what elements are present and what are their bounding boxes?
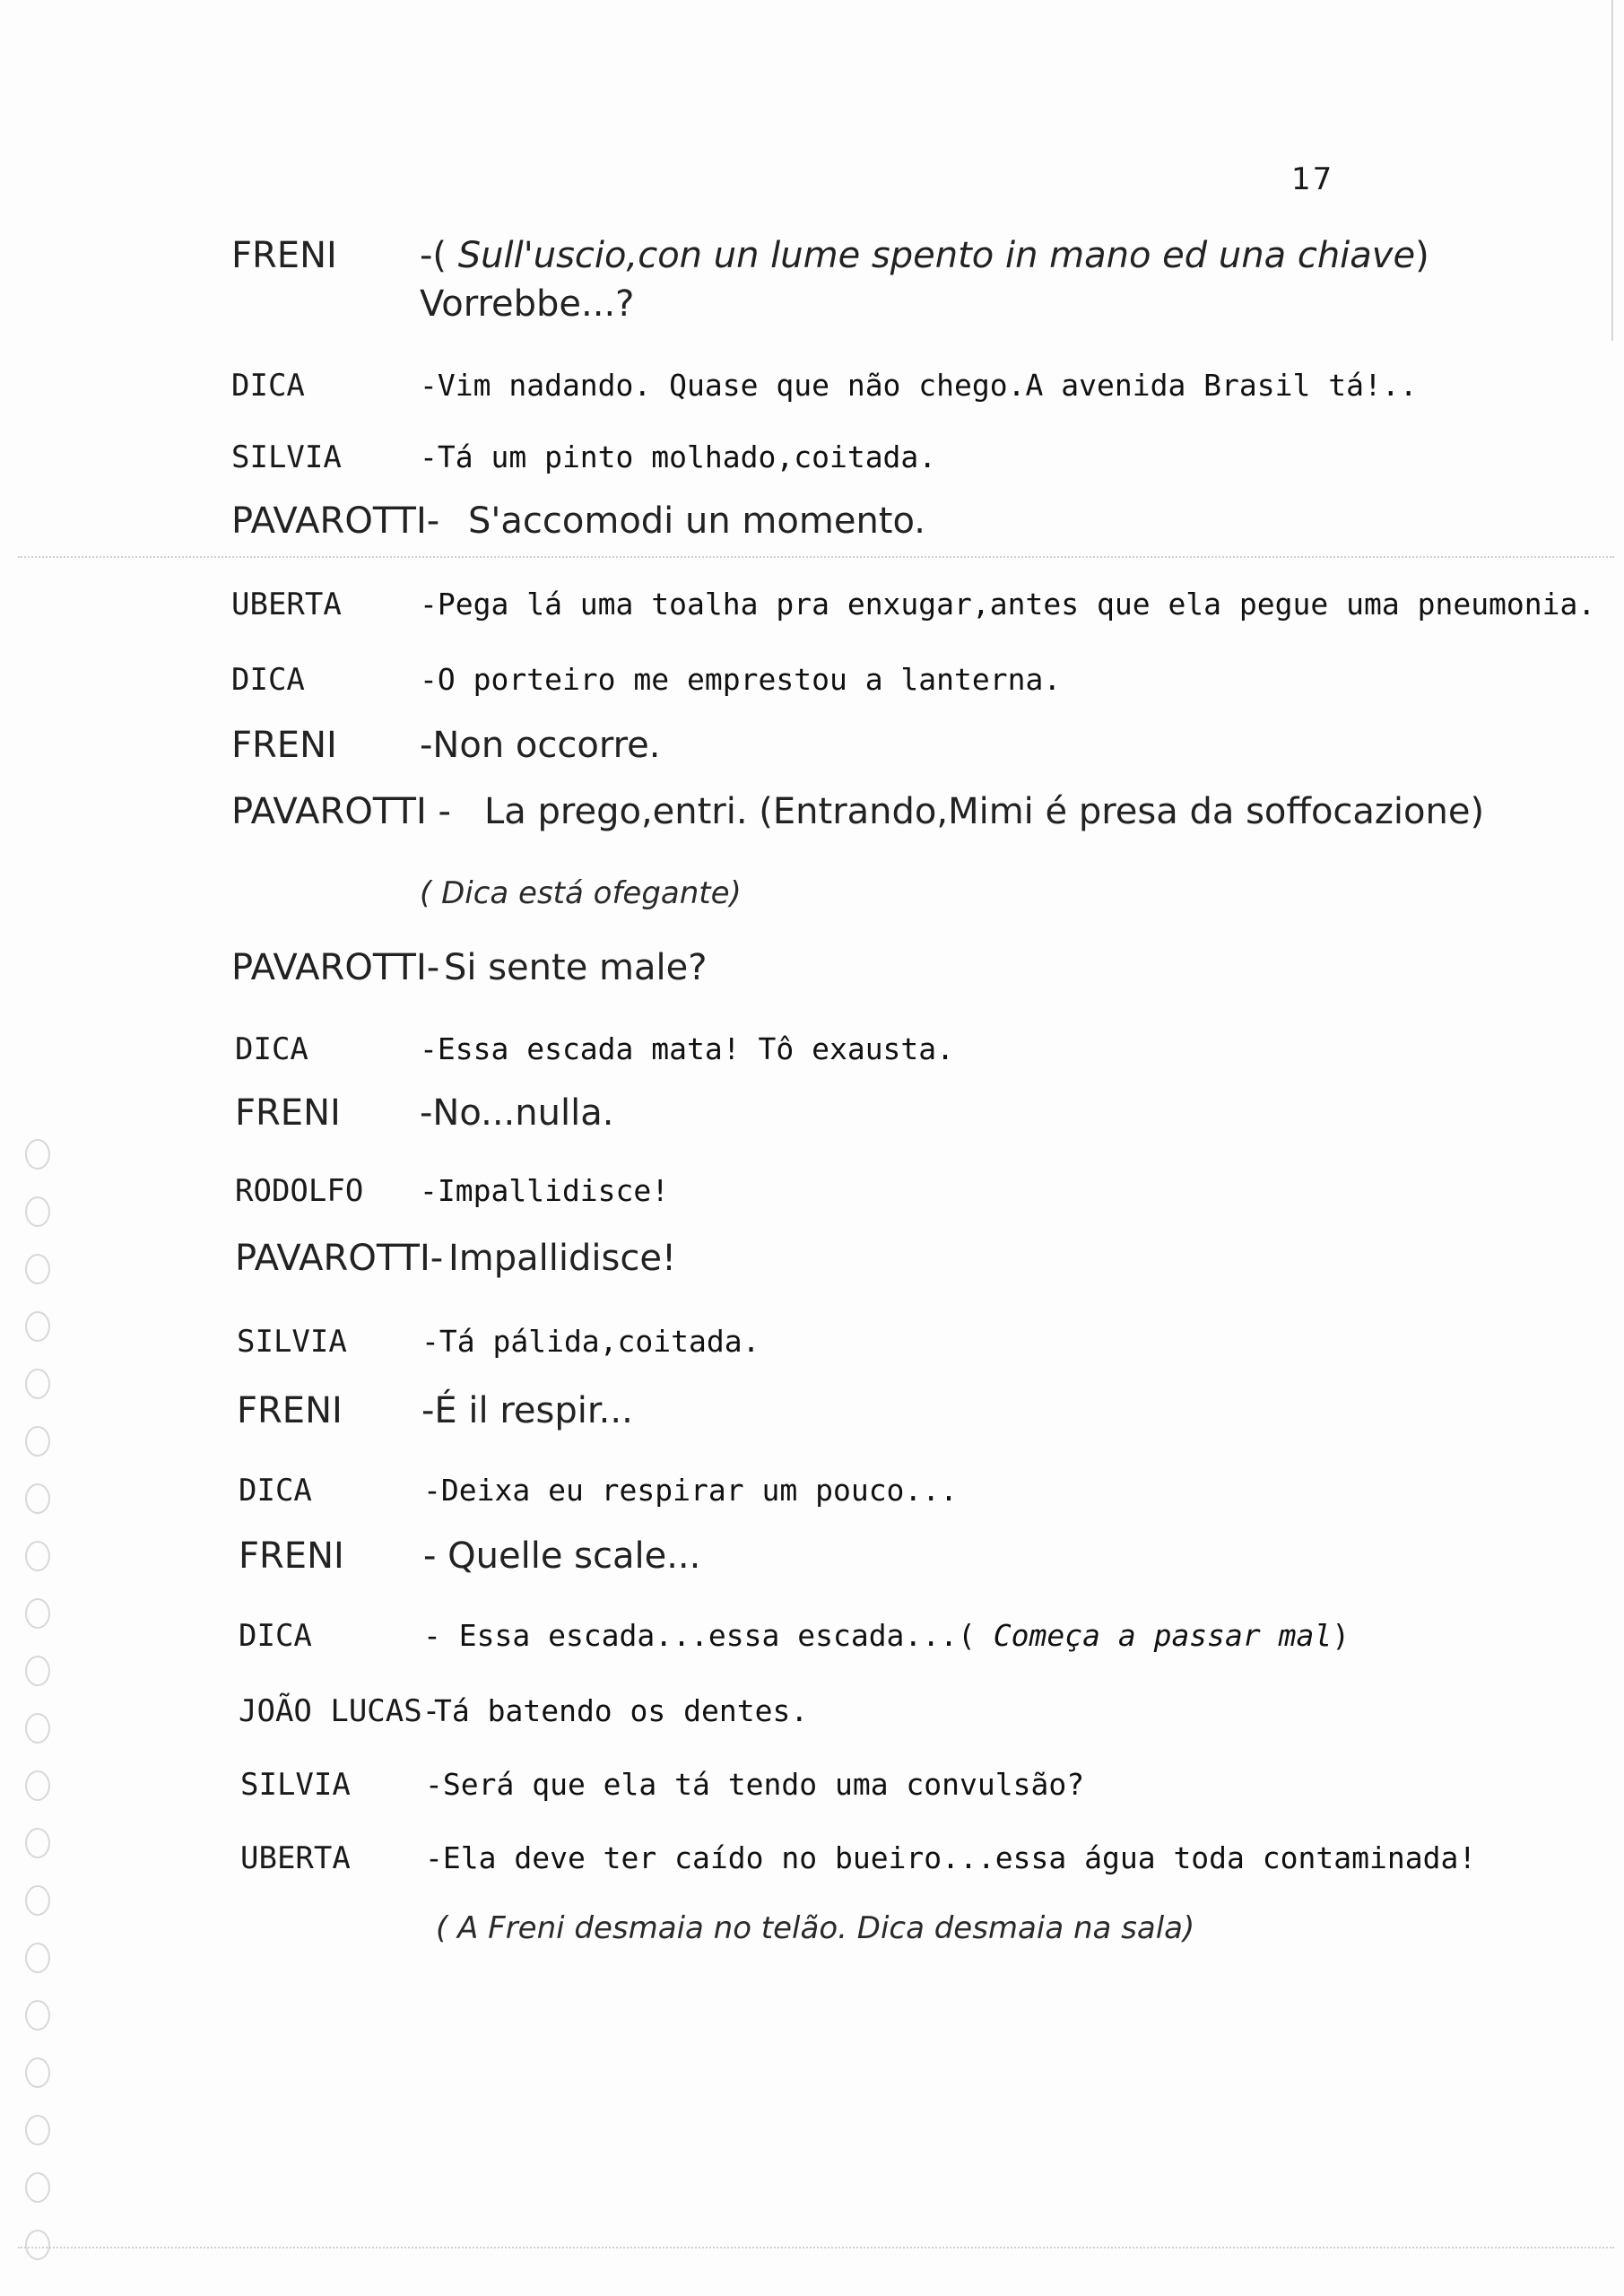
speaker-name: UBERTA <box>240 1840 351 1876</box>
speaker-name: PAVAROTTI- <box>231 947 440 988</box>
dialogue-text: -O porteiro me emprestou a lanterna. <box>420 662 1062 697</box>
dialogue-text: La prego,entri. (Entrando,Mimi é presa da soffocazione) <box>484 791 1485 832</box>
binder-hole <box>25 1770 50 1801</box>
speaker-name: JOÃO LUCAS- <box>239 1693 441 1729</box>
speaker-name: PAVAROTTI- <box>235 1238 444 1279</box>
binder-hole <box>25 1943 50 1973</box>
speaker-name: FRENI <box>237 1390 343 1431</box>
binder-hole <box>25 1311 50 1342</box>
speaker-name: SILVIA <box>240 1767 351 1803</box>
dialogue-suffix: ) <box>1415 235 1429 276</box>
scan-artifact-line <box>18 556 1614 558</box>
stage-direction-inline: Sull'uscio,con un lume spento in mano ed una chiave <box>457 235 1416 276</box>
binder-hole <box>25 2230 50 2260</box>
dialogue-text: -Tá pálida,coitada. <box>421 1324 760 1359</box>
binder-hole <box>25 1426 50 1457</box>
speaker-name: FRENI <box>231 235 337 276</box>
speaker-name: DICA <box>231 662 305 698</box>
binder-hole <box>25 1369 50 1399</box>
binder-hole <box>25 1483 50 1514</box>
dialogue-suffix: ) <box>1332 1618 1350 1653</box>
binder-hole <box>25 1828 50 1858</box>
speaker-name: RODOLFO <box>235 1173 364 1209</box>
binder-hole <box>25 1139 50 1170</box>
dialogue-text: S'accomodi un momento. <box>468 500 925 542</box>
dialogue-text: Si sente male? <box>444 947 708 988</box>
dialogue-text: -No...nulla. <box>420 1092 614 1134</box>
speaker-name: FRENI <box>231 725 337 766</box>
binder-hole <box>25 2000 50 2031</box>
dialogue-text: -Deixa eu respirar um pouco... <box>423 1473 959 1508</box>
dialogue-text <box>420 235 1429 276</box>
dialogue-prefix: - Essa escada...essa escada...( <box>423 1618 994 1653</box>
dialogue-text: Vorrebbe...? <box>420 283 635 325</box>
binder-hole <box>25 2057 50 2088</box>
dialogue-text: -Non occorre. <box>420 725 661 766</box>
speaker-name: SILVIA <box>237 1324 347 1360</box>
dialogue-text: -Será que ela tá tendo uma convulsão? <box>425 1767 1085 1802</box>
dialogue-text: -Tá um pinto molhado,coitada. <box>420 439 937 474</box>
dialogue-text <box>423 1618 1350 1653</box>
speaker-name: DICA <box>231 368 305 404</box>
stage-direction-inline: Começa a passar mal <box>993 1618 1333 1653</box>
stage-direction-text: ( Dica está ofegante) <box>420 875 742 911</box>
dialogue-prefix: -( <box>420 235 458 276</box>
stage-direction-text: ( A Freni desmaia no telão. Dica desmaia na sala) <box>436 1910 1195 1946</box>
binder-hole <box>25 1598 50 1629</box>
speaker-name: PAVAROTTI - <box>231 791 451 832</box>
speaker-name: FRENI <box>235 1092 341 1134</box>
binder-hole <box>25 1656 50 1686</box>
binder-hole <box>25 1196 50 1227</box>
binder-holes <box>25 1139 61 2287</box>
binder-hole <box>25 1254 50 1284</box>
binder-hole <box>25 2172 50 2203</box>
dialogue-text: -Essa escada mata! Tô exausta. <box>420 1031 955 1066</box>
page-number: 17 <box>1291 161 1334 197</box>
dialogue-text: -Ela deve ter caído no bueiro...essa água toda contaminada! <box>425 1840 1477 1875</box>
dialogue-text: Tá batendo os dentes. <box>434 1693 809 1728</box>
dialogue-text: -Vim nadando. Quase que não chego.A avenida Brasil tá!.. <box>420 368 1418 403</box>
speaker-name: DICA <box>235 1031 308 1067</box>
binder-hole <box>25 2115 50 2145</box>
speaker-name: FRENI <box>239 1535 344 1577</box>
speaker-name: PAVAROTTI- <box>231 500 440 542</box>
binder-hole <box>25 1541 50 1571</box>
dialogue-text: -É il respir... <box>421 1390 633 1431</box>
scan-artifact-line <box>18 2247 1614 2248</box>
dialogue-text: -Impallidisce! <box>420 1173 670 1208</box>
binder-hole <box>25 1713 50 1744</box>
speaker-name: SILVIA <box>231 439 342 475</box>
dialogue-text: -Pega lá uma toalha pra enxugar,antes que ela pegue uma pneumonia. <box>420 587 1596 622</box>
dialogue-text: - Quelle scale... <box>423 1535 701 1577</box>
binder-hole <box>25 1885 50 1916</box>
speaker-name: DICA <box>239 1473 312 1509</box>
dialogue-text: Impallidisce! <box>448 1238 676 1279</box>
page-edge <box>1611 0 1613 341</box>
speaker-name: UBERTA <box>231 587 342 622</box>
speaker-name: DICA <box>239 1618 312 1654</box>
